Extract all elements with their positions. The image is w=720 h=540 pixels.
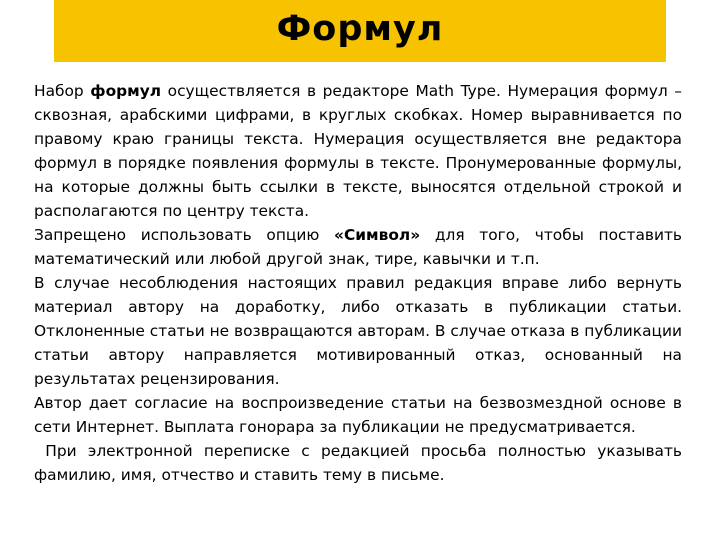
title-banner [54, 0, 666, 62]
paragraph-author-consent: Автор дает согласие на воспроизведение статьи на безвозмездной основе в сети Интернет. Выплата гонорара за публикации не предусматривается. [34, 394, 682, 436]
paragraph-formula-editor [34, 79, 682, 223]
paragraph-text: осуществляется в редакторе Math Type. Нумерация формул – сквозная, арабскими цифрами, в круглых скобках. Номер выравнивается по правому краю границы текста. Нумерация осуществляется вне редактора формул в порядке появления формулы в тексте. Пронумерованные формулы, на которые должны быть ссылки в тексте, выносятся отдельной строкой и располагаются по центру текста. [34, 82, 682, 220]
bold-term: формул [90, 82, 162, 100]
paragraph-symbol-option [34, 223, 682, 271]
paragraph-text: Набор [34, 82, 91, 100]
paragraph-correspondence: При электронной переписке с редакцией просьба полностью указывать фамилию, имя, отчество и ставить тему в письме. [34, 442, 687, 484]
body-text [34, 79, 687, 487]
bold-term: «Символ» [334, 226, 421, 244]
page-title: Формул [276, 9, 444, 49]
paragraph-text: Запрещено использовать опцию [34, 226, 335, 244]
paragraph-rules-violation: В случае несоблюдения настоящих правил редакция вправе либо вернуть материал автору на доработку, либо отказать в публикации статьи. Отклоненные статьи не возвращаются авторам. В случае отказа в публикации статьи автору направляется мотивированный отказ, основанный на результатах рецензирования. [34, 274, 682, 388]
paragraph-text: для того, чтобы поставить математический или любой другой знак, тире, кавычки и т.п. [34, 226, 682, 268]
